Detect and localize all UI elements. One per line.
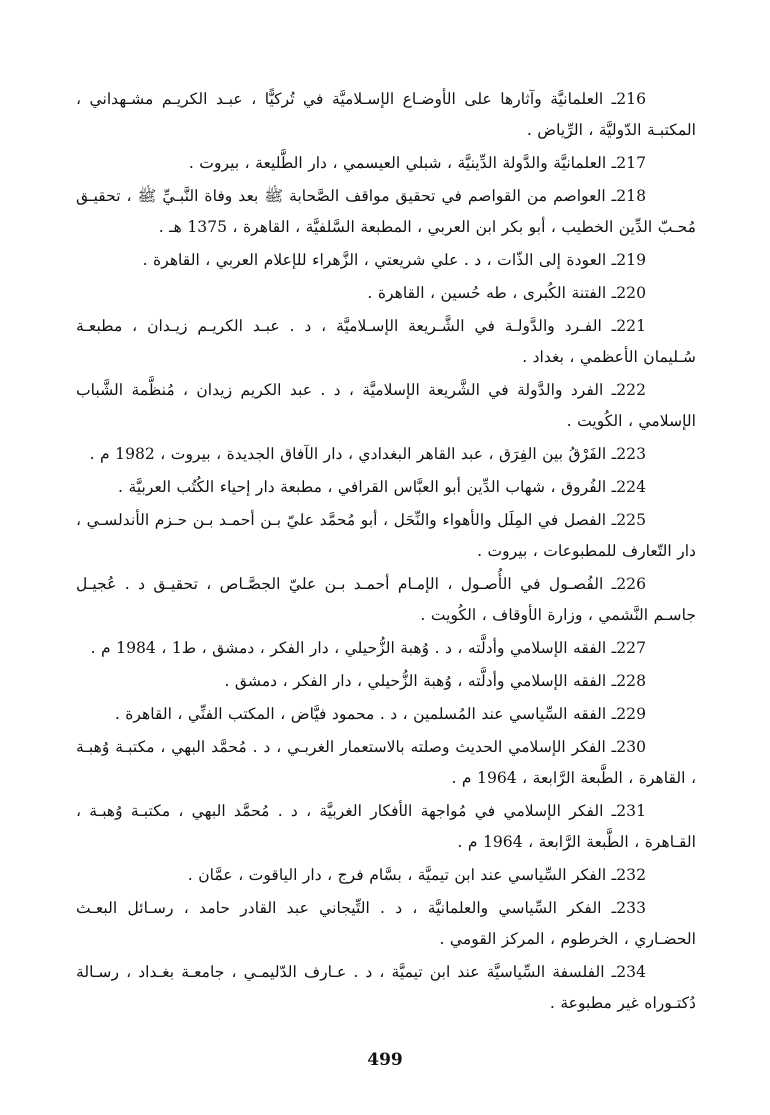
bibliography-entry: 224ـ الفُروق ، شهاب الدِّين أبو العبَّاس القرافي ، مطبعة دار إحياء الكُتُب العربيَّة . <box>118 478 646 496</box>
bibliography-entry: 222ـ الفرد والدَّولة في الشَّريعة الإسلاميَّة ، د . عبد الكريم زيدان ، مُنظَّمة الشَّباب الإسلامي ، الكُويت . <box>76 381 696 430</box>
bibliography-entry: 231ـ الفكر الإسلامي في مُواجهة الأفكار الغربيَّة ، د . مُحمَّد البهي ، مكتبـة وُهبـة ، القـاهرة ، الطَّبعة الرَّابعة ، 1964 م . <box>76 802 696 851</box>
bibliography-entry: 225ـ الفصل في المِلَل والأهواء والنِّحَل ، أبو مُحمَّد عليّ بـن أحمـد بـن حـزم الأندلسـي ، دار التّعارف للمطبوعات ، بيروت . <box>76 511 696 560</box>
bibliography-entry: 230ـ الفكر الإسلامي الحديث وصلته بالاستعمار الغربـي ، د . مُحمَّد البهي ، مكتبـة وُهبـة ، القاهرة ، الطَّبعة الرَّابعة ، 1964 م . <box>76 738 696 787</box>
bibliography-entry: 219ـ العودة إلى الذّات ، د . علي شريعتي ، الزَّهراء للإعلام العربي ، القاهرة . <box>142 251 646 269</box>
bibliography-entry: 227ـ الفقه الإسلامي وأدلَّته ، د . وُهبة الزُّحيلي ، دار الفكر ، دمشق ، ط1 ، 1984 م . <box>90 639 646 657</box>
bibliography-entry: 218ـ العواصم من القواصم في تحقيق مواقف الصَّحابة ﷺ بعد وفاة النَّبـيِّ ﷺ ، تحقيـق مُحـبّ الدِّين الخطيب ، أبو بكر ابن العربي ، المطبعة السَّلفيَّة ، القاهرة ، 1375 هـ . <box>76 187 696 236</box>
bibliography-entry: 226ـ الفُصـول في الأُصـول ، الإمـام أحمـد بـن عليّ الجصَّـاص ، تحقيـق د . عُجيـل جاسـم النَّشمي ، وزارة الأوقاف ، الكُويت . <box>76 575 696 624</box>
bibliography-entry: 223ـ الفَرْقُ بين الفِرَق ، عبد القاهر البغدادي ، دار الآفاق الجديدة ، بيروت ، 1982 م . <box>89 445 646 463</box>
page-number: 499 <box>367 1050 403 1070</box>
bibliography-entry: 216ـ العلمانيَّة وآثارها على الأوضـاع الإسـلاميَّة في تُركيًّا ، عبـد الكريـم مشـهداني ، المكتبـة الدّوليَّة ، الرِّياض . <box>76 90 696 139</box>
bibliography-entry: 233ـ الفكر السِّياسي والعلمانيَّة ، د . التِّيجاني عبد القادر حامد ، رسـائل البعـث الحضـاري ، الخرطوم ، المركز القومي . <box>76 899 696 948</box>
bibliography-entry: 220ـ الفتنة الكُبرى ، طه حُسين ، القاهرة . <box>367 284 646 302</box>
bibliography-entry: 228ـ الفقه الإسلامي وأدلَّته ، وُهبة الزُّحيلي ، دار الفكر ، دمشق . <box>224 672 646 690</box>
bibliography-list <box>76 84 696 1021</box>
bibliography-entry: 221ـ الفـرد والدَّولـة في الشَّـريعة الإسـلاميَّة ، د . عبـد الكريـم زيـدان ، مطبعـة سُـليمان الأعظمي ، بغداد . <box>76 317 696 366</box>
bibliography-entry: 217ـ العلمانيَّة والدَّولة الدِّينيَّة ، شبلي العيسمي ، دار الطَّليعة ، بيروت . <box>188 154 646 172</box>
bibliography-entry: 232ـ الفكر السِّياسي عند ابن تيميَّة ، بسَّام فرج ، دار الياقوت ، عمَّان . <box>187 866 646 884</box>
bibliography-entry: 234ـ الفلسفة السِّياسيَّة عند ابن تيميَّة ، د . عـارف الدّليمـي ، جامعـة بغـداد ، رسـالة دُكتـوراه غير مطبوعة . <box>76 963 696 1012</box>
bibliography-entry: 229ـ الفقه السِّياسي عند المُسلمين ، د . محمود فيَّاض ، المكتب الفنِّي ، القاهرة . <box>114 705 646 723</box>
